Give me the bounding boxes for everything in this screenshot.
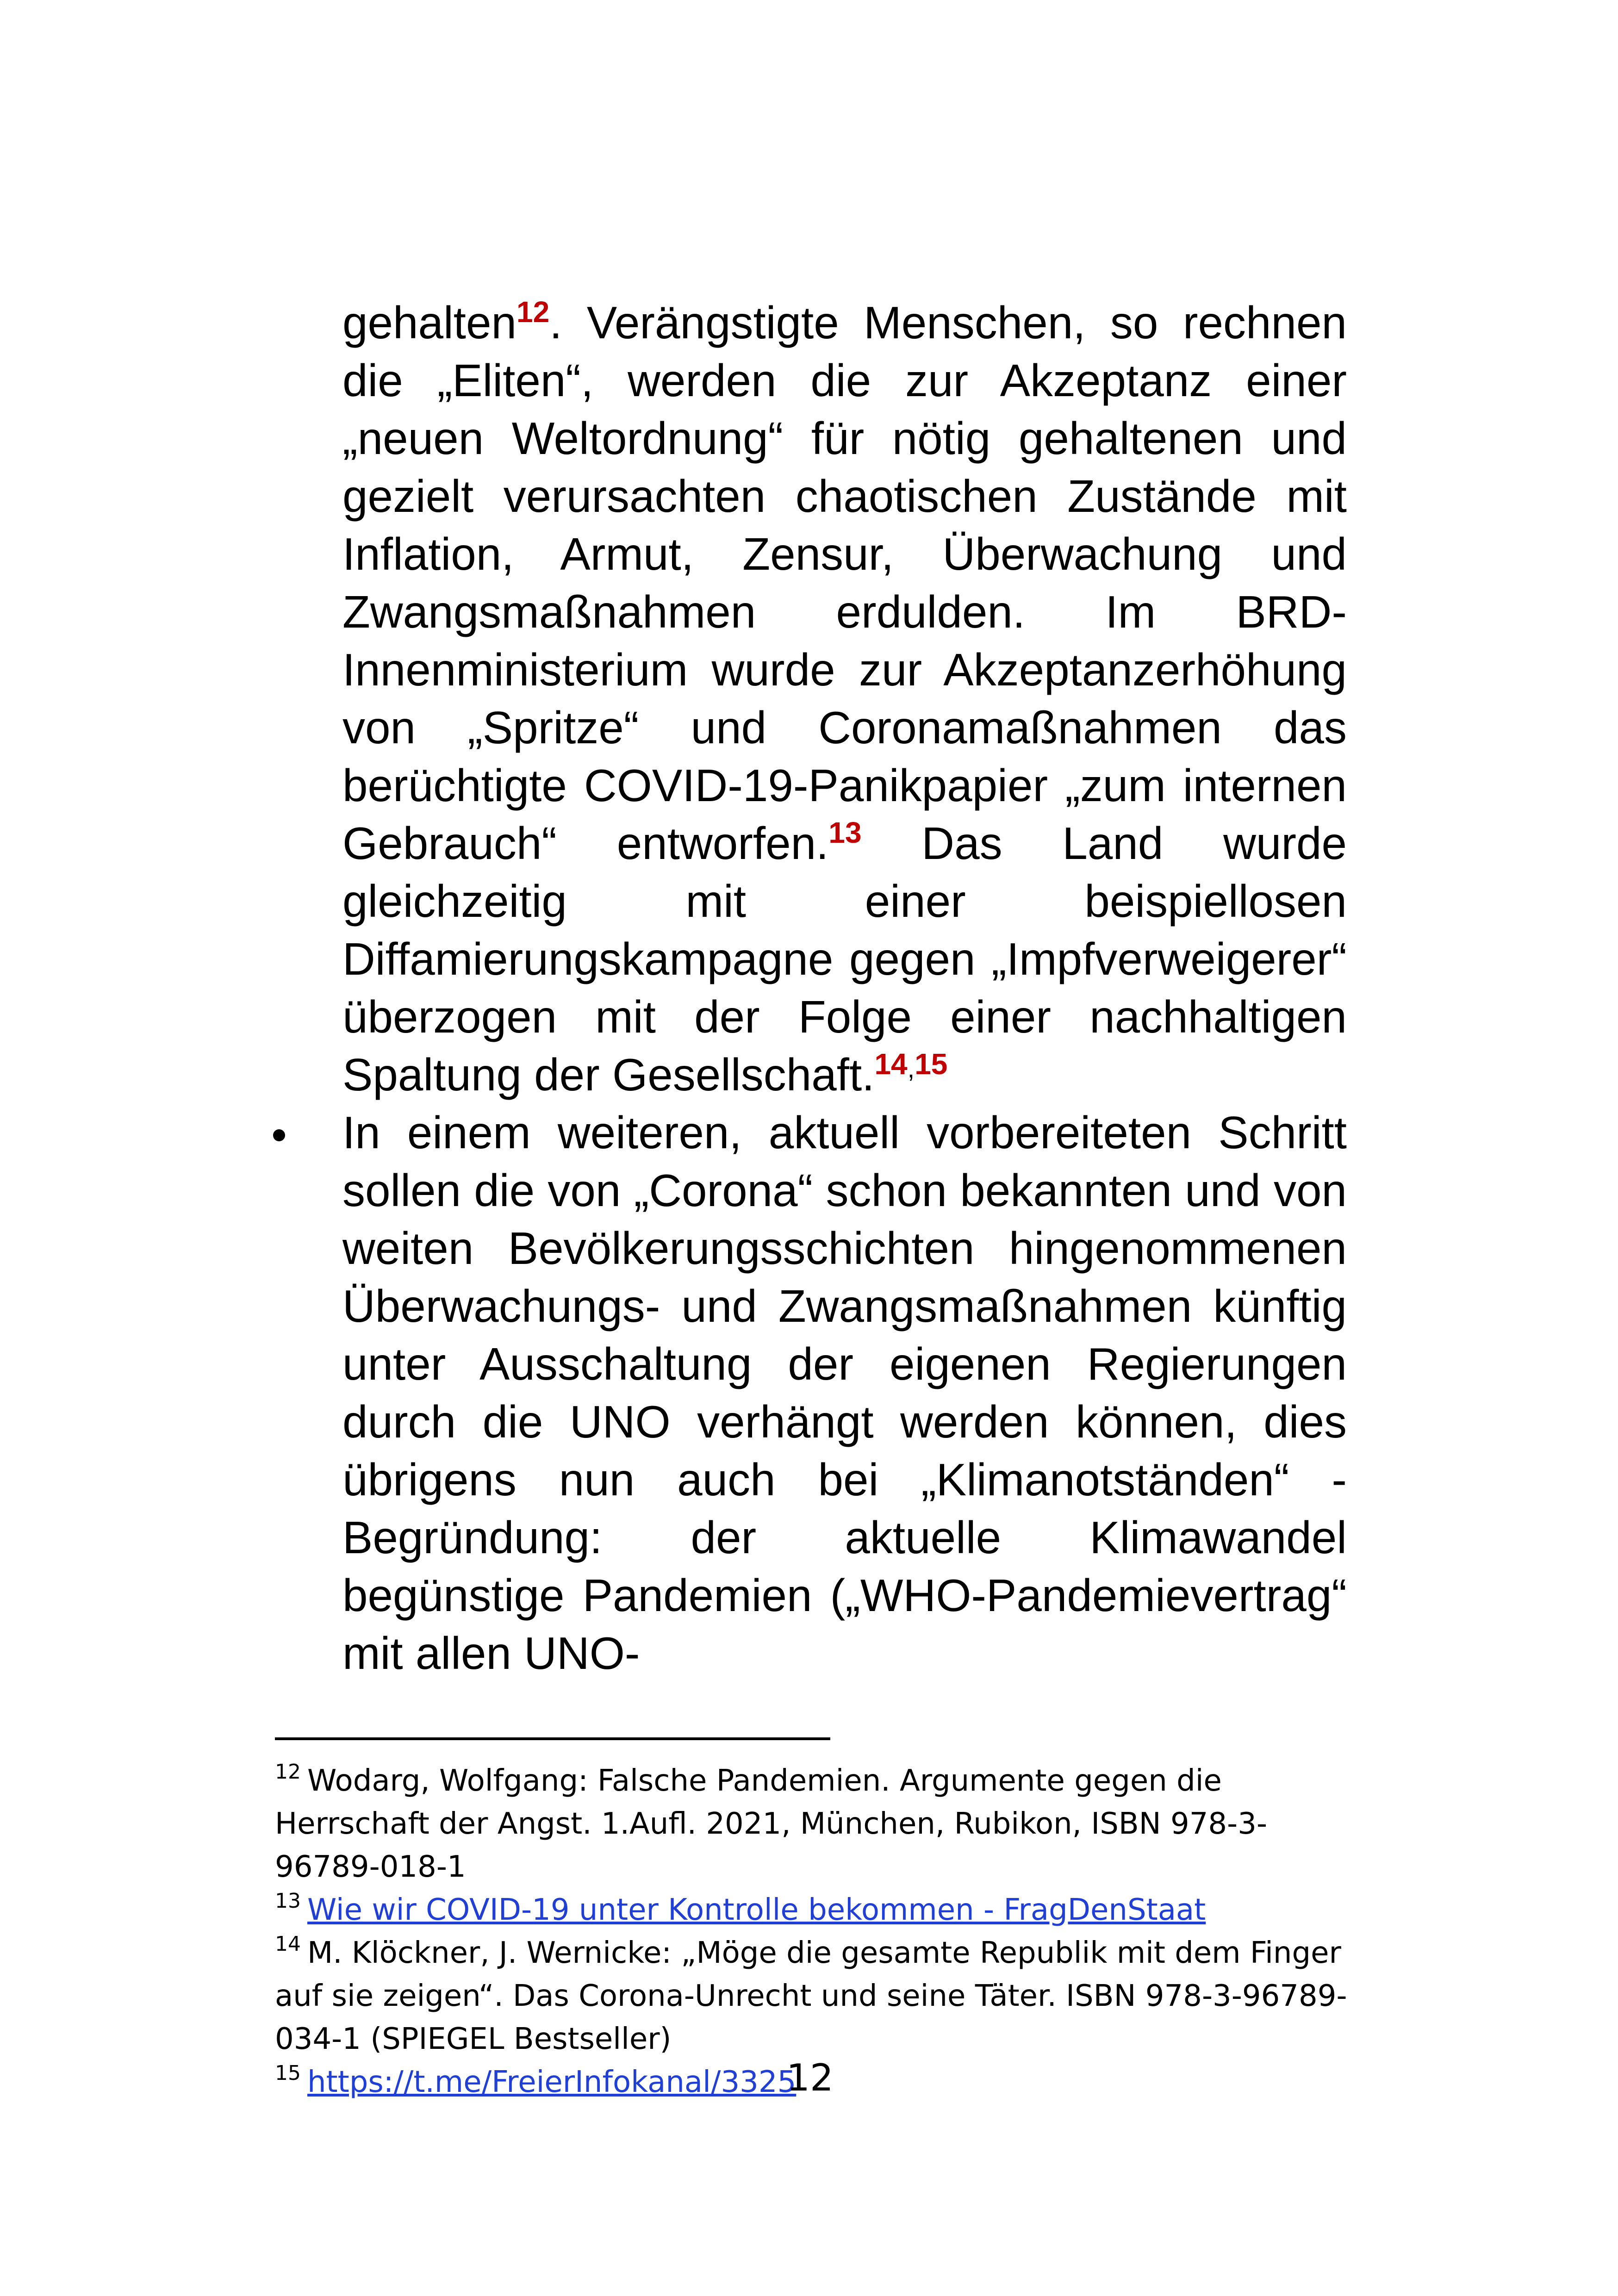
footnote-text: M. Klöckner, J. Wernicke: „Möge die gesamte Republik mit dem Finger auf sie zeigen“. Das Corona-Unrecht und seine Täter. ISBN 978-3-96789-034-1 (SPIEGEL Bestseller) xyxy=(275,1936,1347,2056)
footnote-13 xyxy=(275,1889,1353,1932)
footnote-12 xyxy=(275,1760,1353,1889)
footnote-number: 12 xyxy=(275,1760,301,1784)
bullet-icon xyxy=(273,1129,285,1141)
footnote-number: 13 xyxy=(275,1889,301,1913)
paragraph-continuation xyxy=(342,294,1347,1104)
footnote-number: 15 xyxy=(275,2061,301,2085)
footnote-text: Wodarg, Wolfgang: Falsche Pandemien. Argumente gegen die Herrschaft der Angst. 1.Aufl. 2021, München, Rubikon, ISBN 978-3-96789-018-1 xyxy=(275,1764,1268,1884)
paragraph-text: Das Land wurde gleichzeitig mit einer beispiellosen Diffamierungskampagne gegen „Impfverweigerer“ überzogen mit der Folge einer nachhaltigen Spaltung der Gesellschaft. xyxy=(342,818,1347,1100)
paragraph-text: . Verängstigte Menschen, so rechnen die „Eliten“, werden die zur Akzeptanz einer „neuen Weltordnung“ für nötig gehaltenen und gezielt verursachten chaotischen Zustände mit Inflation, Armut, Zensur, Überwachung und Zwangsmaßnahmen erdulden. Im BRD-Innenministerium wurde zur Akzeptanzerhöhung von „Spritze“ und Coronamaßnahmen das berüchtigte COVID-19-Panikpapier „zum internen Gebrauch“ entworfen. xyxy=(342,297,1347,869)
footnote-14 xyxy=(275,1932,1353,2061)
page-number: 12 xyxy=(786,2056,834,2099)
footnote-link[interactable]: Wie wir COVID-19 unter Kontrolle bekommen - FragDenStaat xyxy=(307,1893,1206,1927)
footnote-ref-12[interactable]: 12 xyxy=(517,295,550,329)
footnote-separator: , xyxy=(907,1054,915,1083)
footnote-ref-13[interactable]: 13 xyxy=(828,815,862,849)
footnote-ref-15[interactable]: 15 xyxy=(915,1047,948,1081)
footnote-link[interactable]: https://t.me/FreierInfokanal/3325 xyxy=(307,2065,797,2099)
bullet-paragraph: In einem weiteren, aktuell vorbereiteten Schritt sollen die von „Corona“ schon bekannten und von weiten Bevölkerungsschichten hingenommenen Überwachungs- und Zwangsmaßnahmen künftig unter Ausschaltung der eigenen Regierungen durch die UNO verhängt werden können, dies übrigens nun auch bei „Klimanotständen“ - Begründung: der aktuelle Klimawandel begünstige Pandemien („WHO-Pandemievertrag“ mit allen UNO- xyxy=(342,1107,1347,1679)
paragraph-text: gehalten xyxy=(342,297,517,348)
footnote-separator-line xyxy=(275,1737,830,1740)
footnote-ref-14[interactable]: 14 xyxy=(874,1047,908,1081)
footnote-number: 14 xyxy=(275,1932,301,1956)
footnotes xyxy=(275,1760,1353,2104)
